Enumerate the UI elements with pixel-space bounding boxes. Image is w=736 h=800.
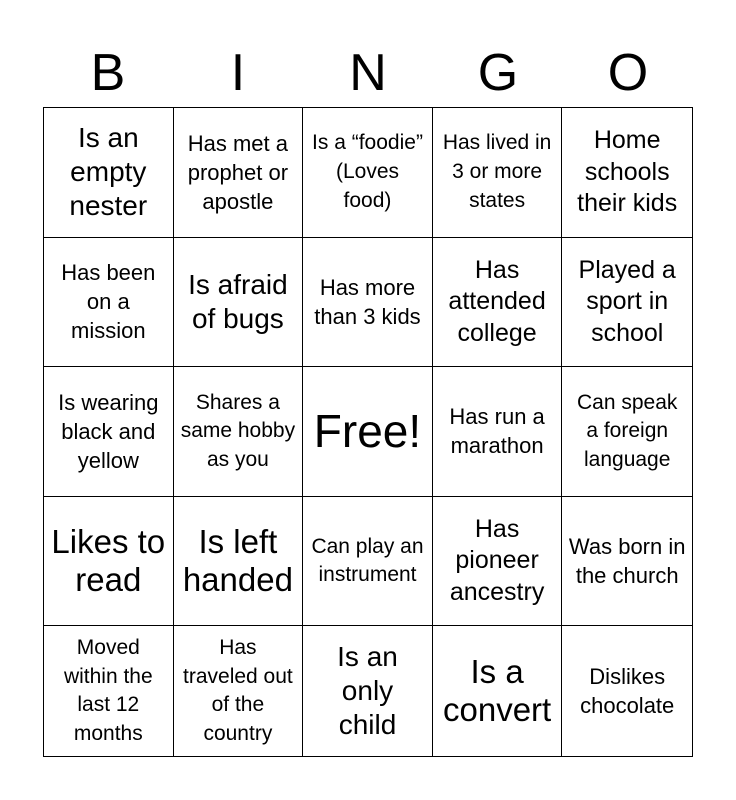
cell-text: Has met a prophet or apostle: [187, 130, 289, 214]
bingo-cell[interactable]: [303, 108, 433, 238]
cell-text: Has been on a mission: [61, 260, 156, 344]
bingo-cell[interactable]: [174, 238, 304, 368]
bingo-cell[interactable]: [174, 497, 304, 627]
bingo-cell[interactable]: [433, 497, 563, 627]
bingo-cell[interactable]: [433, 626, 563, 756]
bingo-cell[interactable]: [562, 108, 692, 238]
bingo-cell[interactable]: [562, 497, 692, 627]
free-space-text: Free!: [313, 405, 422, 458]
bingo-cell[interactable]: [174, 626, 304, 756]
header-letter-n: N: [349, 44, 387, 102]
cell-text: Is an only child: [337, 640, 398, 741]
bingo-cell[interactable]: [44, 108, 174, 238]
bingo-cell[interactable]: [303, 626, 433, 756]
bingo-cell[interactable]: [303, 497, 433, 627]
cell-text: Has pioneer ancestry: [449, 514, 545, 606]
cell-text: Has lived in 3 or more states: [442, 131, 552, 212]
header-letter-b: B: [90, 44, 126, 102]
bingo-cell[interactable]: [174, 367, 304, 497]
header-letter-g: G: [477, 44, 519, 102]
cell-text: Has attended college: [448, 255, 546, 347]
header-letter-o: O: [607, 44, 649, 102]
cell-text: Is wearing black and yellow: [58, 389, 159, 473]
bingo-cell[interactable]: [44, 238, 174, 368]
header-letter-i: I: [230, 44, 246, 102]
cell-text: Was born in the church: [568, 534, 686, 589]
bingo-cell[interactable]: [44, 497, 174, 627]
bingo-cell[interactable]: [433, 367, 563, 497]
bingo-cell[interactable]: [562, 367, 692, 497]
cell-text: Is afraid of bugs: [188, 268, 288, 334]
bingo-cell[interactable]: [174, 108, 304, 238]
bingo-cell[interactable]: [562, 238, 692, 368]
bingo-cell[interactable]: [433, 238, 563, 368]
cell-text: Moved within the last 12 months: [63, 636, 153, 745]
cell-text: Has more than 3 kids: [314, 274, 421, 329]
cell-text: Is a “foodie” (Loves food): [312, 131, 423, 212]
bingo-cell[interactable]: [44, 626, 174, 756]
cell-text: Is left handed: [182, 522, 293, 599]
cell-text: Likes to read: [51, 522, 166, 599]
cell-text: Home schools their kids: [577, 126, 678, 218]
bingo-cell[interactable]: [303, 238, 433, 368]
bingo-cell[interactable]: [433, 108, 563, 238]
cell-text: Shares a same hobby as you: [180, 390, 296, 471]
cell-text: Can play an instrument: [311, 534, 424, 587]
cell-text: Is a convert: [442, 652, 552, 729]
free-space[interactable]: [303, 367, 433, 497]
cell-text: Played a sport in school: [578, 255, 676, 347]
cell-text: Is an empty nester: [69, 122, 148, 222]
cell-text: Has run a marathon: [449, 404, 545, 459]
bingo-header: [43, 40, 693, 106]
cell-text: Has traveled out of the country: [183, 636, 293, 745]
bingo-cell[interactable]: [44, 367, 174, 497]
bingo-cell[interactable]: [562, 626, 692, 756]
cell-text: Can speak a foreign language: [576, 390, 678, 471]
bingo-board: [43, 107, 693, 757]
cell-text: Dislikes chocolate: [580, 664, 675, 719]
